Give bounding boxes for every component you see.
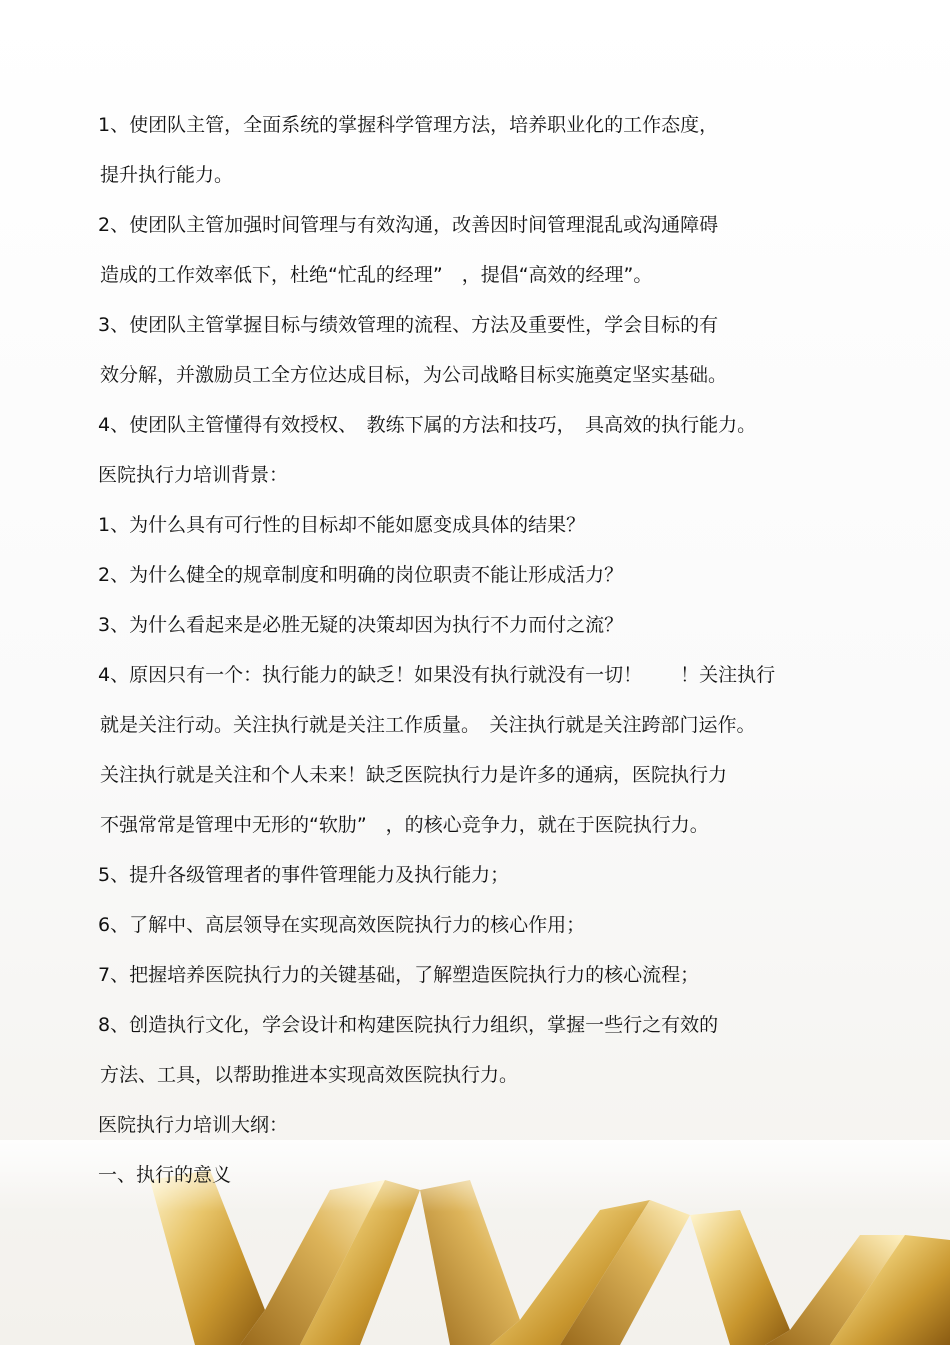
section-heading: 医院执行力培训大纲： [98,1114,289,1136]
text-line: 3、为什么看起来是必胜无疑的决策却因为执行不力而付之流？ [98,614,624,636]
text-line: 2、使团队主管加强时间管理与有效沟通，改善因时间管理混乱或沟通障碍 [98,214,719,236]
text-line: 提升执行能力。 [100,164,234,186]
document-body [98,100,858,1200]
text-line: 造成的工作效率低下，杜绝“忙乱的经理” ，提倡“高效的经理”。 [100,264,653,286]
text-line: 关注执行就是关注和个人未来！缺乏医院执行力是许多的通病，医院执行力 [100,764,728,786]
text-line: 2、为什么健全的规章制度和明确的岗位职责不能让形成活力？ [98,564,624,586]
text-line: 1、为什么具有可行性的目标却不能如愿变成具体的结果？ [98,514,586,536]
text-line: 1、使团队主管，全面系统的掌握科学管理方法，培养职业化的工作态度， [98,114,719,136]
text-line: 方法、工具，以帮助推进本实现高效医院执行力。 [100,1064,519,1086]
text-line: 3、使团队主管掌握目标与绩效管理的流程、方法及重要性，学会目标的有 [98,314,719,336]
text-line: 4、使团队主管懂得有效授权、 教练下属的方法和技巧， 具高效的执行能力。 [98,414,757,436]
text-line: 6、了解中、高层领导在实现高效医院执行力的核心作用； [98,914,586,936]
outline-item: 一、执行的意义 [98,1164,232,1186]
text-line: 8、创造执行文化，学会设计和构建医院执行力组织，掌握一些行之有效的 [98,1014,719,1036]
text-line: 5、提升各级管理者的事件管理能力及执行能力； [98,864,510,886]
text-line: 效分解，并激励员工全方位达成目标，为公司战略目标实施奠定坚实基础。 [100,364,728,386]
section-heading: 医院执行力培训背景： [98,464,289,486]
text-line: 4、原因只有一个：执行能力的缺乏！如果没有执行就没有一切！ ！关注执行 [98,664,776,686]
text-line: 7、把握培养医院执行力的关键基础，了解塑造医院执行力的核心流程； [98,964,700,986]
text-line: 不强常常是管理中无形的“软肋” ，的核心竞争力，就在于医院执行力。 [100,814,709,836]
text-line: 就是关注行动。关注执行就是关注工作质量。 关注执行就是关注跨部门运作。 [100,714,756,736]
